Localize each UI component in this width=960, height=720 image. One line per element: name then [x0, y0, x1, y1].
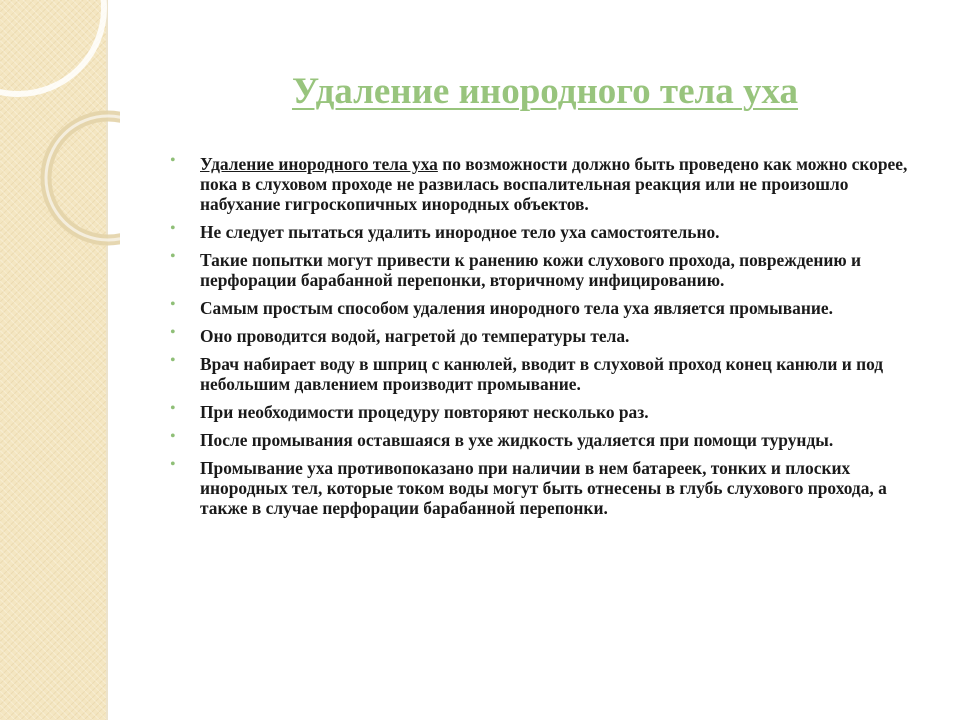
decorative-circles: [0, 0, 120, 300]
bullet-text: Такие попытки могут привести к ранению кожи слухового прохода, повреждению и перфорации барабанной перепонки, вторичному инфицированию.: [200, 250, 862, 290]
bullet-icon: •: [170, 352, 176, 369]
bullet-text: Врач набирает воду в шприц с канюлей, вводит в слуховой проход конец канюли и под небольшим давлением производит промывание.: [200, 354, 884, 394]
bullet-text: При необходимости процедуру повторяют несколько раз.: [200, 402, 649, 422]
bullet-item: [170, 298, 930, 318]
decorative-ring-large: [0, 0, 104, 94]
bullet-item: [170, 354, 930, 394]
bullet-icon: •: [170, 152, 176, 169]
bullet-item: [170, 326, 930, 346]
bullet-text: Не следует пытаться удалить инородное тело уха самостоятельно.: [200, 222, 720, 242]
bullet-item: [170, 458, 930, 518]
bullet-icon: •: [170, 324, 176, 341]
bullet-text: После промывания оставшаяся в ухе жидкость удаляется при помощи турунды.: [200, 430, 834, 450]
bullet-list: [170, 154, 930, 526]
decorative-ring-medium: [46, 116, 120, 240]
bullet-text: по возможности должно быть проведено как можно скорее, пока в слуховом проходе не развилась воспалительная реакция или не произошло набухание гигроскопичных инородных объектов.: [200, 154, 908, 214]
bullet-icon: •: [170, 456, 176, 473]
bullet-item: [170, 430, 930, 450]
bullet-icon: •: [170, 428, 176, 445]
bullet-text: Оно проводится водой, нагретой до температуры тела.: [200, 326, 630, 346]
bullet-icon: •: [170, 296, 176, 313]
bullet-text: Промывание уха противопоказано при наличии в нем батареек, тонких и плоских инородных тел, которые током воды могут быть отнесены в глубь слухового прохода, а также в случае перфорации барабанной перепонки.: [200, 458, 887, 518]
bullet-item: [170, 222, 930, 242]
page-title: Удаление инородного тела уха: [291, 71, 799, 112]
bullet-icon: •: [170, 248, 176, 265]
bullet-text: Самым простым способом удаления инородного тела уха является промывание.: [200, 298, 833, 318]
bullet-item: [170, 250, 930, 290]
bullet-icon: •: [170, 220, 176, 237]
bullet-lead-text: Удаление инородного тела уха: [200, 154, 438, 174]
bullet-item: [170, 402, 930, 422]
bullet-item: [170, 154, 930, 214]
bullet-icon: •: [170, 400, 176, 417]
